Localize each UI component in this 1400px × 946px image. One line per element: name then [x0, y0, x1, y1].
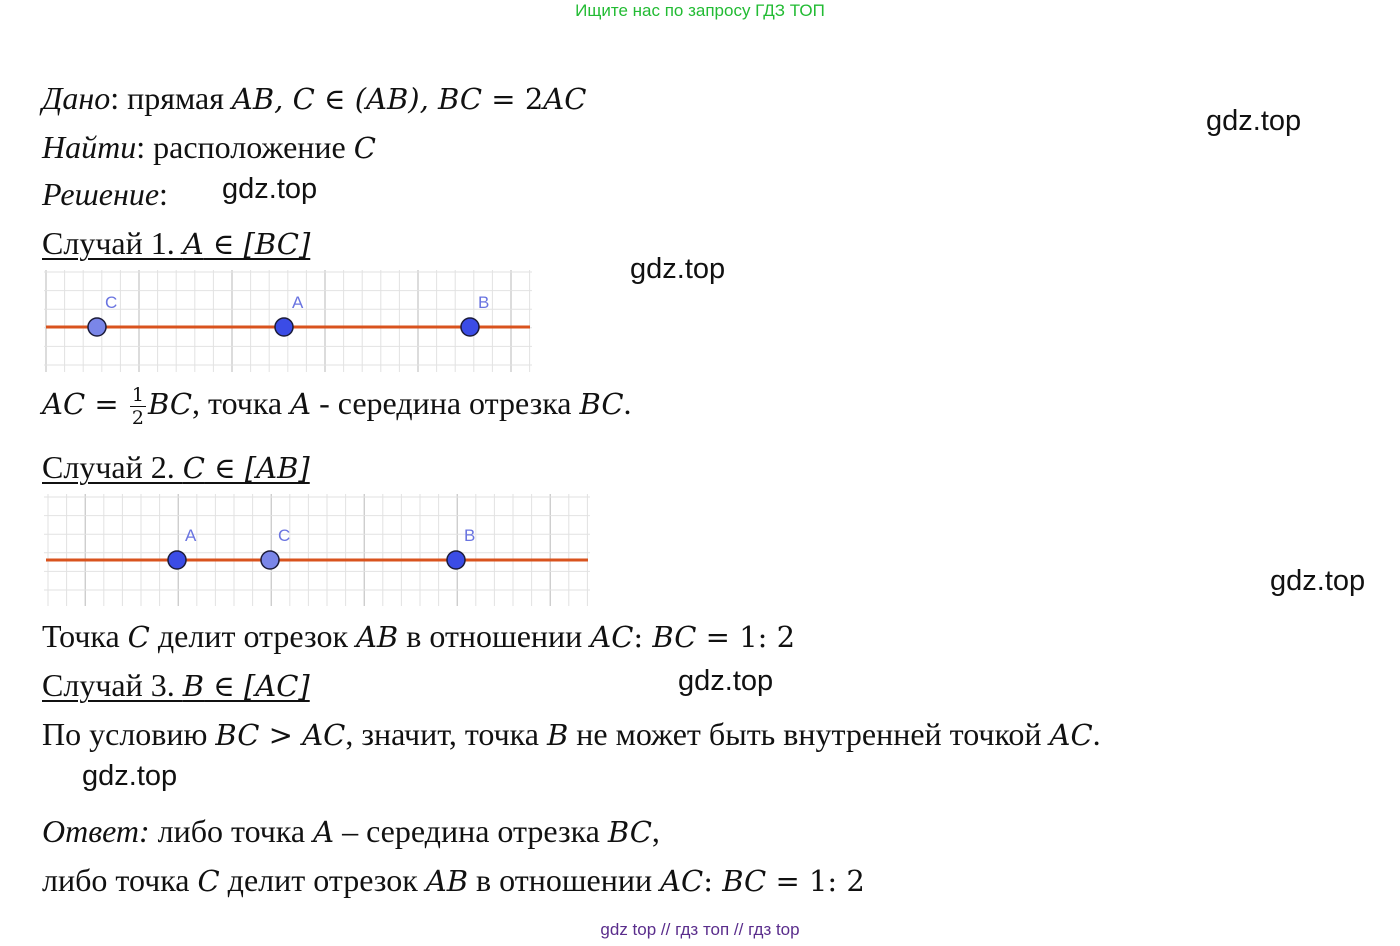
- point-b: [447, 551, 465, 569]
- point-label: B: [464, 526, 476, 545]
- given-line: Дано: прямая AB, C ∈ (AB), BC = 2AC: [42, 80, 587, 116]
- fraction: $\frac{1}{2}$: [131, 384, 144, 430]
- answer-label: Ответ:: [42, 813, 150, 849]
- find-line: Найти: расположение C: [42, 129, 376, 165]
- watermark: gdz.top: [678, 665, 774, 697]
- case2-heading: Случай 2. C ∈ [AB]: [42, 449, 310, 485]
- point-c: [261, 551, 279, 569]
- watermark: gdz.top: [1206, 105, 1302, 137]
- case1-result: AC = $\frac{1}{2}$ BC, точка A - середина отрезка BC.: [42, 384, 632, 430]
- watermark: gdz.top: [82, 760, 178, 792]
- point-label: A: [185, 526, 197, 545]
- point-label: C: [105, 293, 118, 312]
- figure-grid: [44, 494, 590, 606]
- case2-figure: [44, 494, 590, 606]
- solution-label: Решение: [42, 176, 160, 212]
- point-label: A: [292, 293, 304, 312]
- case3-heading: Случай 3. B ∈ [AC]: [42, 667, 310, 703]
- footer: gdz top // гдз топ // гдз top: [600, 920, 800, 939]
- point-a: [168, 551, 186, 569]
- case1-figure: [44, 270, 532, 372]
- find-label: Найти: [42, 129, 137, 165]
- watermark: gdz.top: [1270, 565, 1366, 597]
- given-label: Дано: [42, 80, 111, 116]
- point-b: [461, 318, 479, 336]
- watermark: gdz.top: [222, 173, 318, 205]
- answer-line-1: Ответ: либо точка A – середина отрезка BC,: [42, 813, 660, 849]
- case3-text: По условию BC > AC, значит, точка B не может быть внутренней точкой AC.: [42, 716, 1101, 752]
- point-a: [275, 318, 293, 336]
- point-c: [88, 318, 106, 336]
- point-label: B: [478, 293, 490, 312]
- point-label: C: [278, 526, 291, 545]
- solution-line: Решение:: [42, 176, 168, 212]
- top-banner: Ищите нас по запросу ГДЗ ТОП: [575, 1, 825, 20]
- case1-heading: Случай 1. A ∈ [BC]: [42, 225, 311, 261]
- watermark: gdz.top: [630, 253, 726, 285]
- case2-result: Точка C делит отрезок AB в отношении AC: BC = 1: 2: [42, 618, 796, 654]
- answer-line-2: либо точка C делит отрезок AB в отношении AC: BC = 1: 2: [42, 862, 865, 898]
